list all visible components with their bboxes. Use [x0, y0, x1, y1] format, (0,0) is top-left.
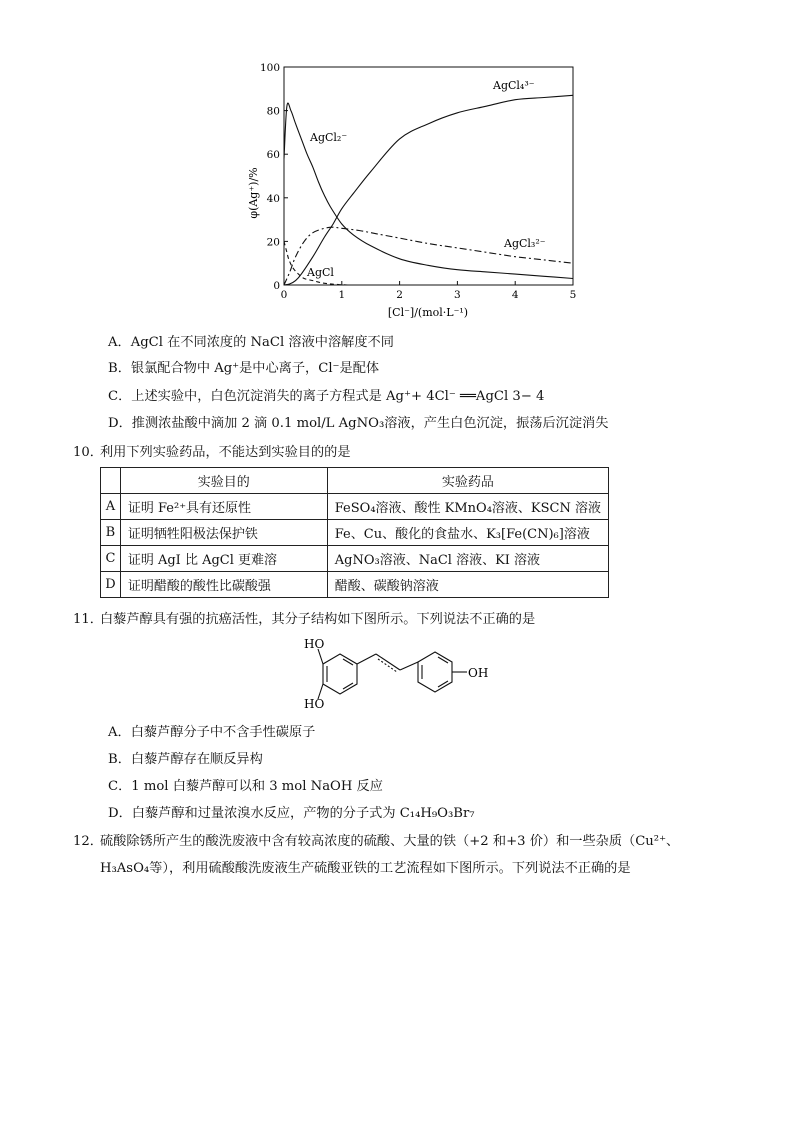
row-label: C — [101, 546, 121, 572]
series-label-agcl3: AgCl₃²⁻ — [504, 237, 546, 250]
y-tick-label: 100 — [259, 62, 280, 74]
row-purpose: 证明 AgI 比 AgCl 更难溶 — [120, 546, 327, 572]
table-row — [101, 520, 609, 546]
row-reagents: 醋酸、碳酸钠溶液 — [327, 572, 608, 598]
x-axis-label: [Cl⁻]/(mol·L⁻¹) — [387, 306, 469, 319]
chart-lines — [284, 95, 573, 285]
series-line-0 — [284, 103, 573, 278]
x-tick-label: 0 — [280, 289, 288, 301]
q10-table — [100, 467, 609, 598]
q12-line-2: H₃AsO₄等），利用硫酸酸洗废液生产硫酸亚铁的工艺流程如下图所示。下列说法不正确的是 — [100, 861, 631, 876]
x-tick-label: 3 — [454, 289, 461, 301]
row-label: A — [101, 494, 121, 520]
row-label: D — [101, 572, 121, 598]
q11-option-c: C．1 mol 白藜芦醇可以和 3 mol NaOH 反应 — [108, 779, 383, 794]
plot-frame — [284, 67, 573, 285]
x-tick-label: 4 — [511, 289, 519, 301]
y-tick-label: 40 — [266, 192, 280, 205]
y-axis-label: φ(Ag⁺)/% — [247, 167, 260, 219]
q12-line-1: 硫酸除锈所产生的酸洗废液中含有较高浓度的硫酸、大量的铁（+2 和+3 价）和一些杂质（Cu²⁺、 — [100, 834, 680, 849]
table-header-reagents: 实验药品 — [327, 468, 608, 494]
row-reagents: Fe、Cu、酸化的食盐水、K₃[Fe(CN)₆]溶液 — [327, 520, 608, 546]
q9-option-b: B．银氯配合物中 Ag⁺是中心离子，Cl⁻是配体 — [108, 361, 380, 376]
y-tick-label: 0 — [273, 280, 280, 292]
series-label-agcl2: AgCl₂⁻ — [310, 131, 348, 144]
q10-number: 10． — [73, 445, 103, 460]
q9-option-d: D．推测浓盐酸中滴加 2 滴 0.1 mol/L AgNO₃溶液，产生白色沉淀，振荡后沉淀消失 — [108, 416, 609, 431]
row-reagents: FeSO₄溶液、酸性 KMnO₄溶液、KSCN 溶液 — [327, 494, 608, 520]
y-tick-label: 20 — [266, 236, 280, 249]
row-purpose: 证明牺牲阳极法保护铁 — [120, 520, 327, 546]
row-purpose: 证明醋酸的酸性比碳酸强 — [120, 572, 327, 598]
table-row — [101, 494, 609, 520]
q11-number: 11． — [73, 612, 103, 627]
chart-axes — [284, 67, 573, 285]
series-line-1 — [284, 95, 573, 285]
series-label-agcl4: AgCl₄³⁻ — [493, 79, 535, 92]
structure-label-ho-top: HO — [304, 637, 325, 651]
table-row — [101, 572, 609, 598]
table-row — [101, 546, 609, 572]
q9-option-c: C．上述实验中，白色沉淀消失的离子方程式是 Ag⁺+ 4Cl⁻ ══AgCl 3− 4 — [108, 389, 545, 404]
x-tick-label: 2 — [396, 289, 403, 301]
series-label-agcl: AgCl — [307, 266, 334, 279]
row-reagents: AgNO₃溶液、NaCl 溶液、KI 溶液 — [327, 546, 608, 572]
q11-option-b: B．白藜芦醇存在顺反异构 — [108, 752, 263, 767]
row-purpose: 证明 Fe²⁺具有还原性 — [120, 494, 327, 520]
q11-stem: 白藜芦醇具有强的抗癌活性，其分子结构如下图所示。下列说法不正确的是 — [100, 612, 536, 627]
q10-stem: 利用下列实验药品，不能达到实验目的的是 — [100, 445, 351, 460]
y-tick-label: 80 — [266, 105, 280, 118]
row-label: B — [101, 520, 121, 546]
resveratrol-structure — [300, 632, 500, 714]
table-header-purpose: 实验目的 — [120, 468, 327, 494]
x-tick-label: 5 — [569, 289, 577, 301]
q9-option-a: A．AgCl 在不同浓度的 NaCl 溶液中溶解度不同 — [108, 335, 394, 350]
structure-label-oh: OH — [468, 666, 489, 680]
q11-option-d: D．白藜芦醇和过量浓溴水反应，产物的分子式为 C₁₄H₉O₃Br₇ — [108, 806, 475, 821]
structure-label-ho-bottom: HO — [304, 697, 325, 711]
x-tick-label: 1 — [338, 289, 346, 301]
q11-option-a: A．白藜芦醇分子中不含手性碳原子 — [108, 725, 316, 740]
speciation-chart — [240, 55, 600, 325]
y-tick-label: 60 — [266, 149, 280, 162]
q12-number: 12． — [73, 834, 103, 849]
